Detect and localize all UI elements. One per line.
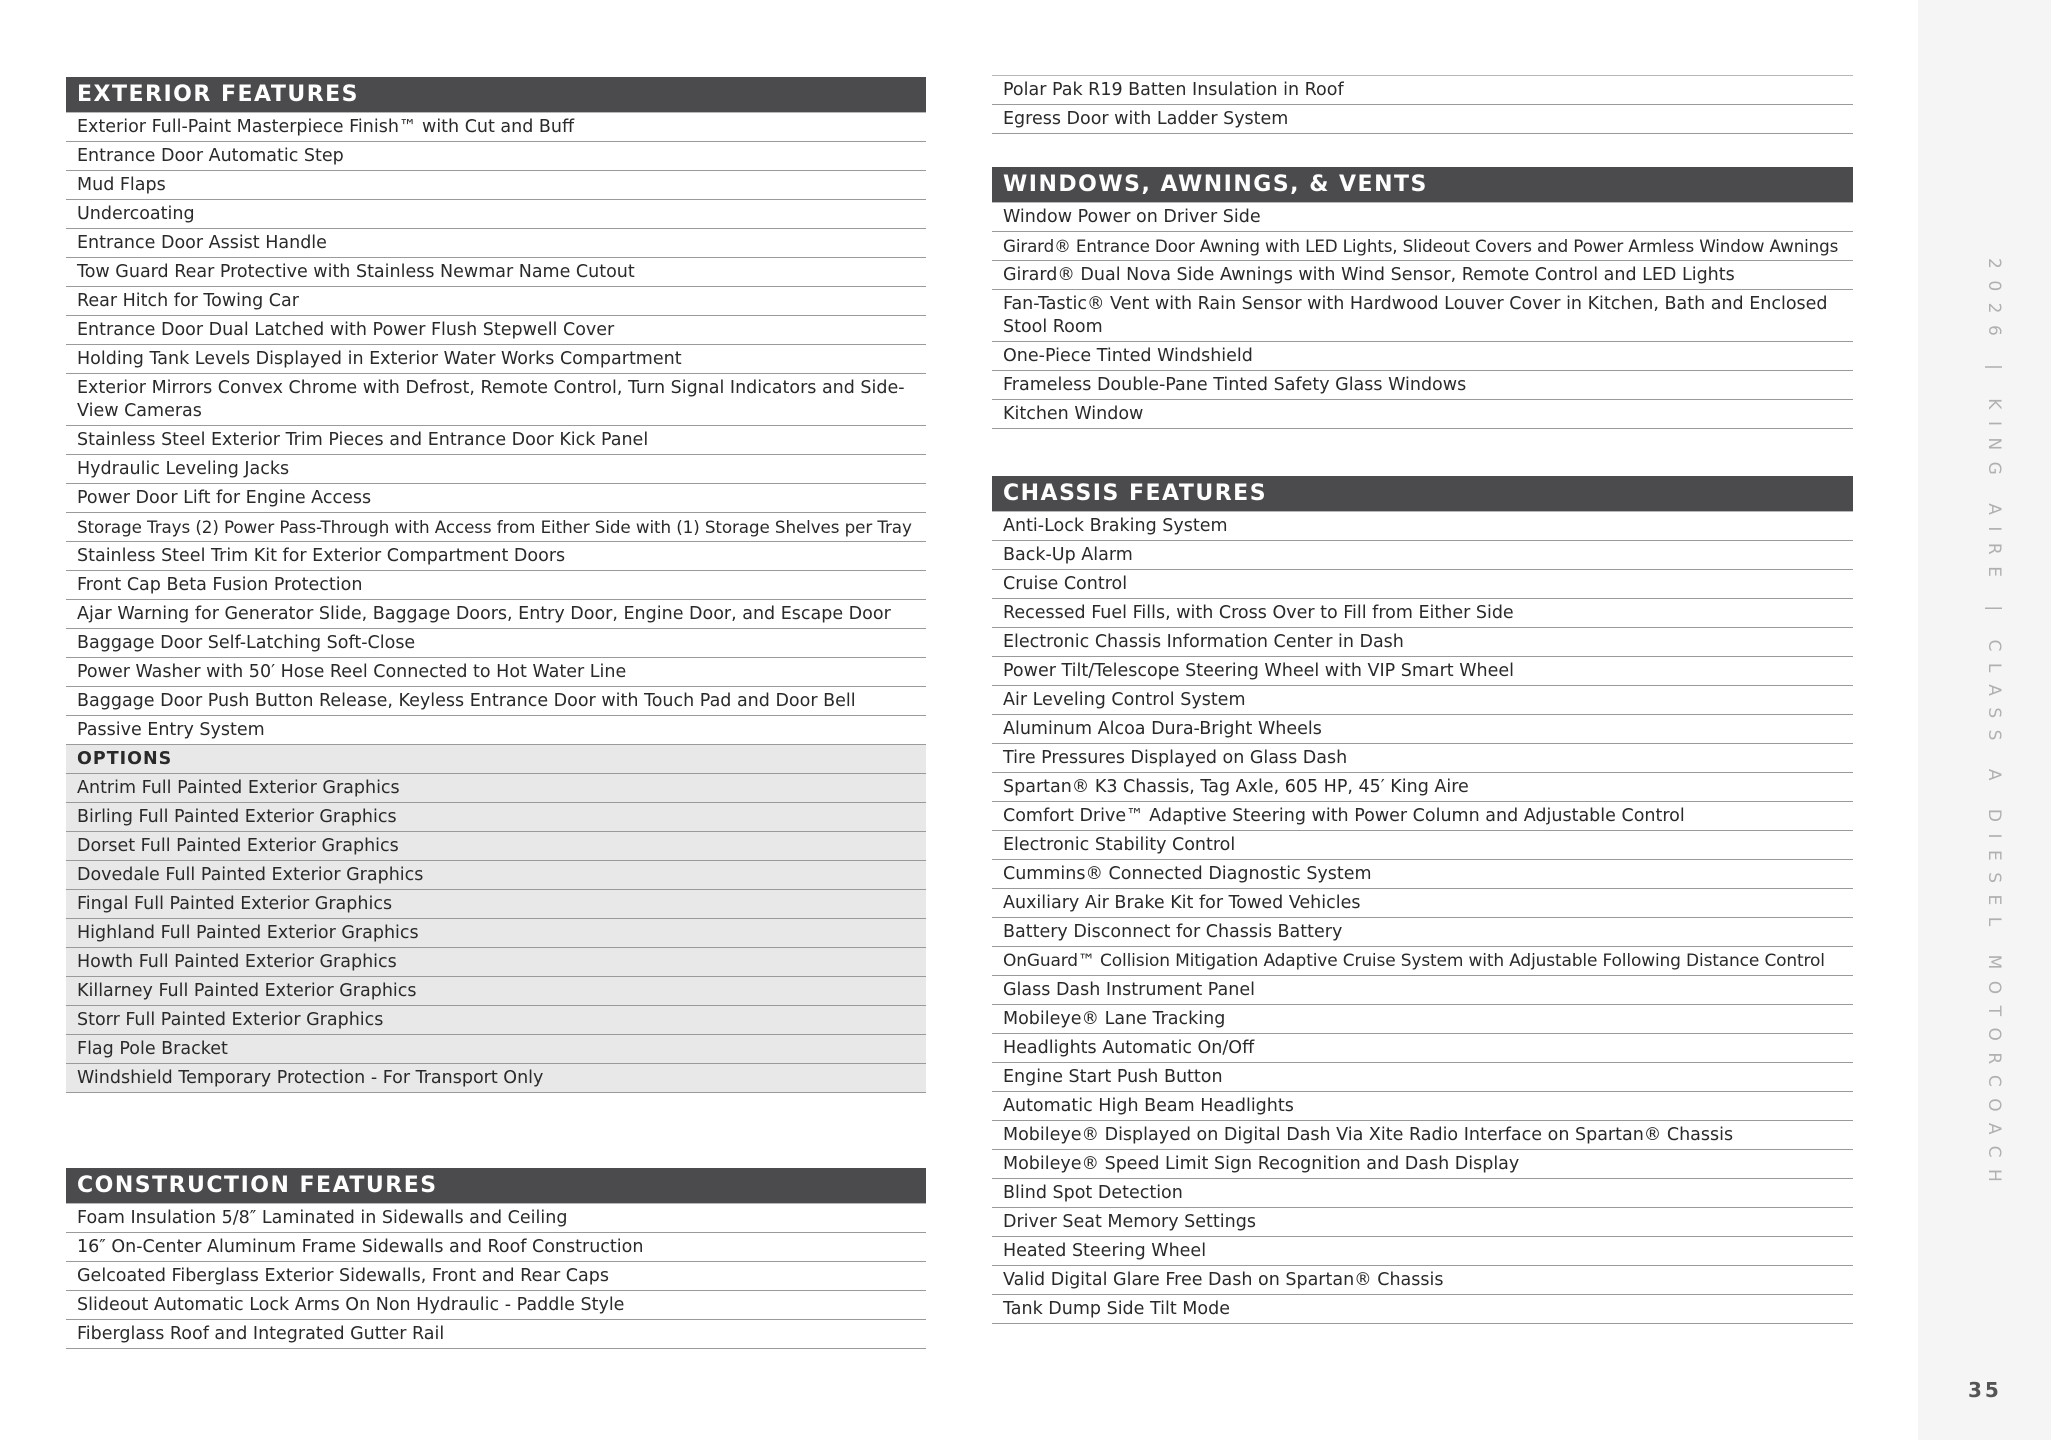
list-item: Tank Dump Side Tilt Mode (992, 1295, 1853, 1324)
option-item: Antrim Full Painted Exterior Graphics (66, 774, 926, 803)
construction-continued-section (992, 75, 1853, 134)
list-item: Tow Guard Rear Protective with Stainless Newmar Name Cutout (66, 258, 926, 287)
list-item: Glass Dash Instrument Panel (992, 976, 1853, 1005)
list-item: Heated Steering Wheel (992, 1237, 1853, 1266)
option-item: Flag Pole Bracket (66, 1035, 926, 1064)
section-header-windows: WINDOWS, AWNINGS, & VENTS (992, 167, 1853, 202)
list-item: Frameless Double-Pane Tinted Safety Glass Windows (992, 371, 1853, 400)
page-number: 35 (1968, 1378, 2002, 1402)
list-item: Power Tilt/Telescope Steering Wheel with VIP Smart Wheel (992, 657, 1853, 686)
vertical-document-title: 2026 | KING AIRE | CLASS A DIESEL MOTORCOACH (1984, 258, 2004, 1194)
list-item: Rear Hitch for Towing Car (66, 287, 926, 316)
list-item: Fan-Tastic® Vent with Rain Sensor with Hardwood Louver Cover in Kitchen, Bath and Enclosed Stool Room (992, 290, 1853, 342)
list-item: Exterior Mirrors Convex Chrome with Defrost, Remote Control, Turn Signal Indicators and Side-View Cameras (66, 374, 926, 426)
list-item: Baggage Door Self-Latching Soft-Close (66, 629, 926, 658)
list-item: Tire Pressures Displayed on Glass Dash (992, 744, 1853, 773)
list-item: Valid Digital Glare Free Dash on Spartan® Chassis (992, 1266, 1853, 1295)
list-item: Entrance Door Automatic Step (66, 142, 926, 171)
option-item: Birling Full Painted Exterior Graphics (66, 803, 926, 832)
list-item: OnGuard™ Collision Mitigation Adaptive Cruise System with Adjustable Following Distance Control (992, 947, 1853, 976)
list-item: Driver Seat Memory Settings (992, 1208, 1853, 1237)
list-item: Holding Tank Levels Displayed in Exterior Water Works Compartment (66, 345, 926, 374)
list-item: Auxiliary Air Brake Kit for Towed Vehicles (992, 889, 1853, 918)
list-item: Power Door Lift for Engine Access (66, 484, 926, 513)
option-item: Howth Full Painted Exterior Graphics (66, 948, 926, 977)
option-item: Highland Full Painted Exterior Graphics (66, 919, 926, 948)
construction-continued-list (992, 75, 1853, 134)
list-item: Passive Entry System (66, 716, 926, 745)
list-item: Headlights Automatic On/Off (992, 1034, 1853, 1063)
exterior-features-list (66, 112, 926, 1093)
list-item: Comfort Drive™ Adaptive Steering with Power Column and Adjustable Control (992, 802, 1853, 831)
list-item: Entrance Door Dual Latched with Power Flush Stepwell Cover (66, 316, 926, 345)
list-item: Polar Pak R19 Batten Insulation in Roof (992, 76, 1853, 105)
option-item: Dovedale Full Painted Exterior Graphics (66, 861, 926, 890)
section-header-chassis: CHASSIS FEATURES (992, 476, 1853, 511)
options-heading: OPTIONS (66, 745, 926, 774)
list-item: Battery Disconnect for Chassis Battery (992, 918, 1853, 947)
chassis-features-list (992, 511, 1853, 1324)
list-item: Mobileye® Speed Limit Sign Recognition and Dash Display (992, 1150, 1853, 1179)
list-item: Hydraulic Leveling Jacks (66, 455, 926, 484)
section-header-exterior: EXTERIOR FEATURES (66, 77, 926, 112)
list-item: Exterior Full-Paint Masterpiece Finish™ with Cut and Buff (66, 113, 926, 142)
list-item: Foam Insulation 5/8″ Laminated in Sidewalls and Ceiling (66, 1204, 926, 1233)
list-item: Egress Door with Ladder System (992, 105, 1853, 134)
option-item: Dorset Full Painted Exterior Graphics (66, 832, 926, 861)
list-item: Electronic Chassis Information Center in Dash (992, 628, 1853, 657)
list-item: Front Cap Beta Fusion Protection (66, 571, 926, 600)
windows-awnings-vents-section (992, 167, 1853, 429)
list-item: Entrance Door Assist Handle (66, 229, 926, 258)
list-item: Cruise Control (992, 570, 1853, 599)
list-item: Mobileye® Displayed on Digital Dash Via Xite Radio Interface on Spartan® Chassis (992, 1121, 1853, 1150)
list-item: One-Piece Tinted Windshield (992, 342, 1853, 371)
windows-features-list (992, 202, 1853, 429)
list-item: Gelcoated Fiberglass Exterior Sidewalls, Front and Rear Caps (66, 1262, 926, 1291)
list-item: Window Power on Driver Side (992, 203, 1853, 232)
list-item: Automatic High Beam Headlights (992, 1092, 1853, 1121)
list-item: Stainless Steel Trim Kit for Exterior Compartment Doors (66, 542, 926, 571)
list-item: Cummins® Connected Diagnostic System (992, 860, 1853, 889)
list-item: Air Leveling Control System (992, 686, 1853, 715)
list-item: Electronic Stability Control (992, 831, 1853, 860)
list-item: Ajar Warning for Generator Slide, Baggage Doors, Entry Door, Engine Door, and Escape Door (66, 600, 926, 629)
list-item: Baggage Door Push Button Release, Keyless Entrance Door with Touch Pad and Door Bell (66, 687, 926, 716)
list-item: Recessed Fuel Fills, with Cross Over to Fill from Either Side (992, 599, 1853, 628)
list-item: Storage Trays (2) Power Pass-Through with Access from Either Side with (1) Storage Shelves per Tray (66, 513, 926, 542)
exterior-features-section (66, 77, 926, 1093)
list-item: Engine Start Push Button (992, 1063, 1853, 1092)
section-header-construction: CONSTRUCTION FEATURES (66, 1168, 926, 1203)
list-item: Girard® Dual Nova Side Awnings with Wind Sensor, Remote Control and LED Lights (992, 261, 1853, 290)
list-item: Kitchen Window (992, 400, 1853, 429)
list-item: Slideout Automatic Lock Arms On Non Hydraulic - Paddle Style (66, 1291, 926, 1320)
chassis-features-section (992, 476, 1853, 1324)
list-item: Undercoating (66, 200, 926, 229)
list-item: 16″ On-Center Aluminum Frame Sidewalls and Roof Construction (66, 1233, 926, 1262)
list-item: Back-Up Alarm (992, 541, 1853, 570)
list-item: Mobileye® Lane Tracking (992, 1005, 1853, 1034)
option-item: Windshield Temporary Protection - For Transport Only (66, 1064, 926, 1093)
option-item: Killarney Full Painted Exterior Graphics (66, 977, 926, 1006)
list-item: Mud Flaps (66, 171, 926, 200)
list-item: Stainless Steel Exterior Trim Pieces and Entrance Door Kick Panel (66, 426, 926, 455)
option-item: Fingal Full Painted Exterior Graphics (66, 890, 926, 919)
list-item: Blind Spot Detection (992, 1179, 1853, 1208)
construction-features-section (66, 1168, 926, 1349)
list-item: Aluminum Alcoa Dura-Bright Wheels (992, 715, 1853, 744)
construction-features-list (66, 1203, 926, 1349)
list-item: Girard® Entrance Door Awning with LED Lights, Slideout Covers and Power Armless Window Awnings (992, 232, 1853, 261)
list-item: Anti-Lock Braking System (992, 512, 1853, 541)
list-item: Spartan® K3 Chassis, Tag Axle, 605 HP, 45′ King Aire (992, 773, 1853, 802)
list-item: Power Washer with 50′ Hose Reel Connected to Hot Water Line (66, 658, 926, 687)
option-item: Storr Full Painted Exterior Graphics (66, 1006, 926, 1035)
list-item: Fiberglass Roof and Integrated Gutter Rail (66, 1320, 926, 1349)
